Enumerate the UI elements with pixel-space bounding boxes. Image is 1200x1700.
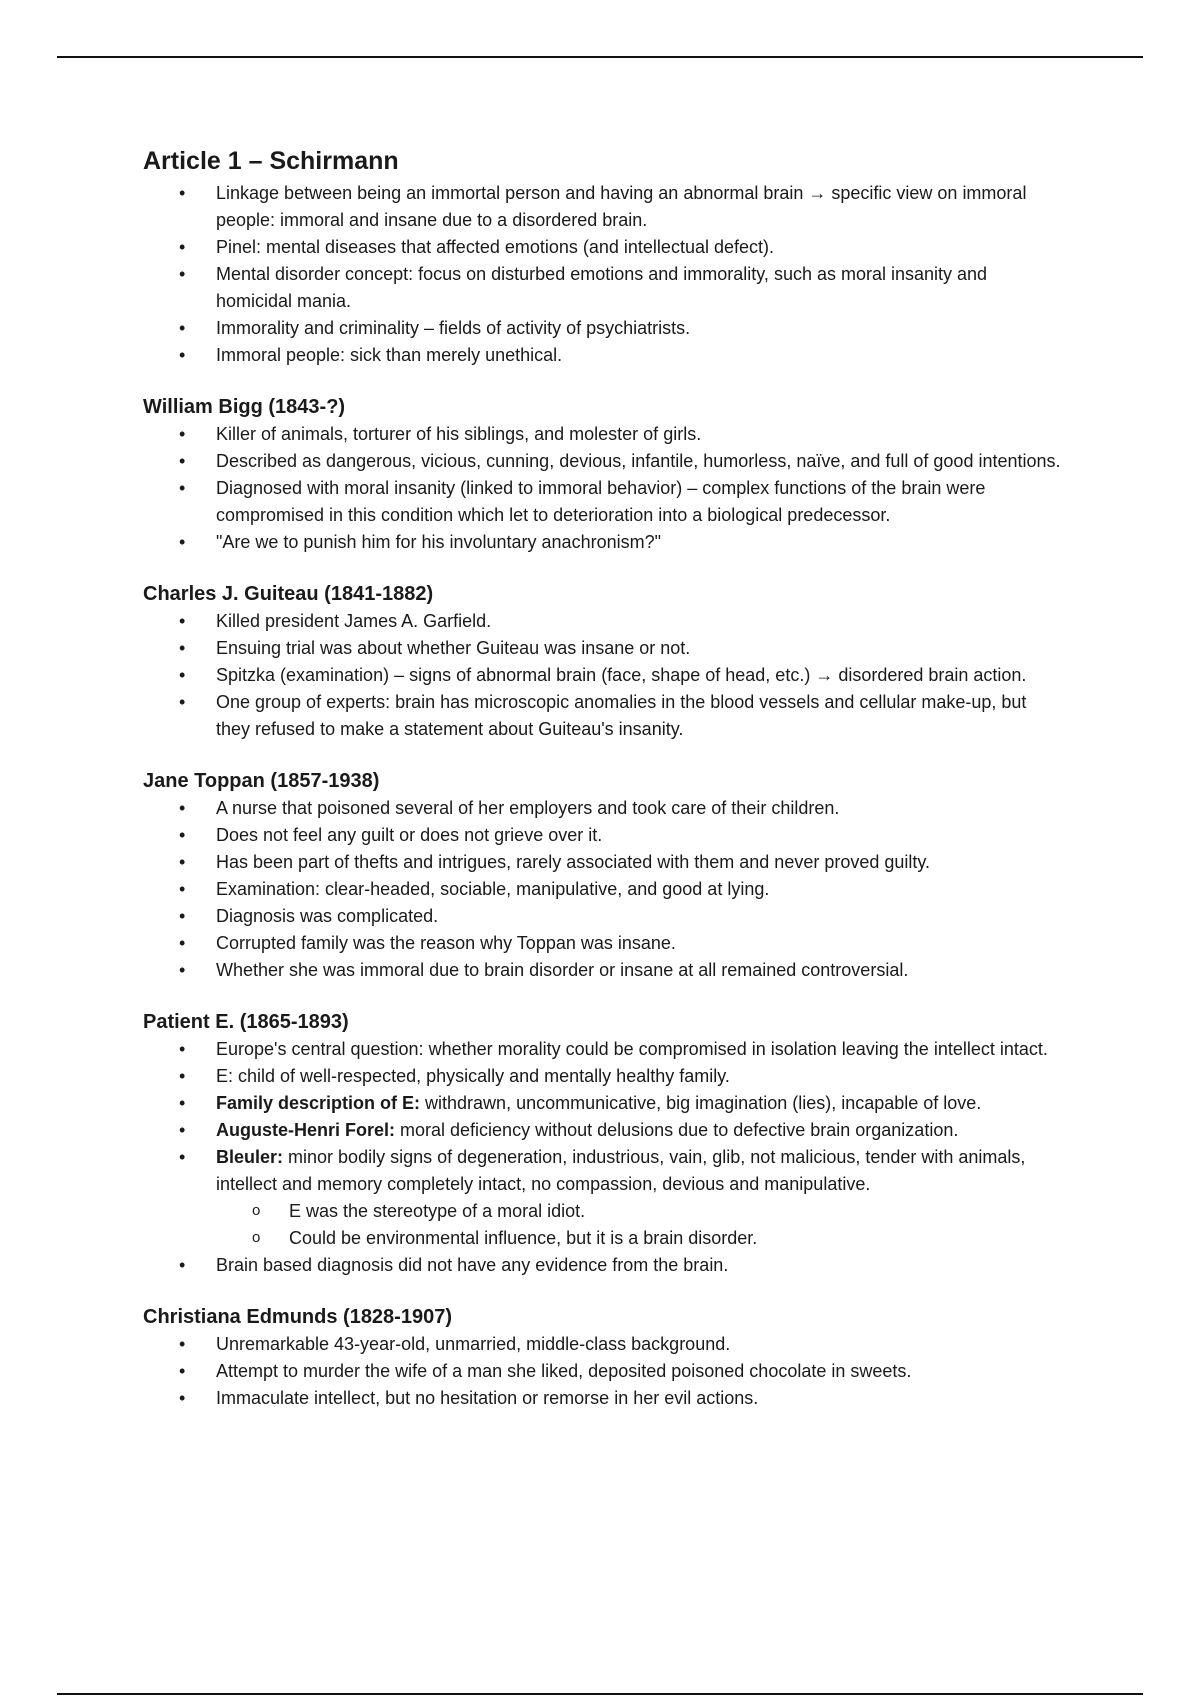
section-heading: Jane Toppan (1857-1938) (143, 770, 380, 792)
sub-list-item: o E was the stereotype of a moral idiot. (216, 1198, 1063, 1225)
list-item: • Corrupted family was the reason why Toppan was insane. (143, 930, 1063, 957)
footer-rule (57, 1693, 1143, 1695)
list-item: • Whether she was immoral due to brain disorder or insane at all remained controversial. (143, 957, 1063, 984)
bullet-list (143, 1331, 1063, 1412)
list-item (143, 1144, 1063, 1252)
sub-bullet-list (216, 1198, 1063, 1252)
list-item-text: minor bodily signs of degeneration, industrious, vain, glib, not malicious, tender with animals, intellect and memory completely intact, no compassion, devious and manipulative. (216, 1147, 1026, 1194)
list-item: • Described as dangerous, vicious, cunning, devious, infantile, humorless, naïve, and full of good intentions. (143, 448, 1063, 475)
list-item: • Killer of animals, torturer of his siblings, and molester of girls. (143, 421, 1063, 448)
list-item: • Attempt to murder the wife of a man she liked, deposited poisoned chocolate in sweets. (143, 1358, 1063, 1385)
bold-lead: Auguste-Henri Forel: (216, 1120, 396, 1140)
list-item: • "Are we to punish him for his involuntary anachronism?" (143, 529, 1063, 556)
article-title: Article 1 – Schirmann (143, 147, 399, 175)
list-item: • Pinel: mental diseases that affected emotions (and intellectual defect). (143, 234, 1063, 261)
sub-list-item: o Could be environmental influence, but it is a brain disorder. (216, 1225, 1063, 1252)
section-william-bigg (143, 393, 1063, 556)
header-rule (57, 56, 1143, 58)
section-heading: Christiana Edmunds (1828-1907) (143, 1306, 452, 1328)
section-christiana-edmunds (143, 1303, 1063, 1412)
list-item: • Examination: clear-headed, sociable, manipulative, and good at lying. (143, 876, 1063, 903)
list-item (143, 1090, 1063, 1117)
section-heading: Patient E. (1865-1893) (143, 1011, 349, 1033)
list-item: • Europe's central question: whether morality could be compromised in isolation leaving the intellect intact. (143, 1036, 1063, 1063)
section-patient-e (143, 1008, 1063, 1279)
section-jane-toppan (143, 767, 1063, 984)
list-item: • E: child of well-respected, physically and mentally healthy family. (143, 1063, 1063, 1090)
list-item: • Immaculate intellect, but no hesitation or remorse in her evil actions. (143, 1385, 1063, 1412)
list-item (143, 1117, 1063, 1144)
document-body (143, 144, 1063, 1436)
section-heading: William Bigg (1843-?) (143, 396, 346, 418)
list-item: • Diagnosis was complicated. (143, 903, 1063, 930)
bold-lead: Bleuler: (216, 1147, 284, 1167)
bullet-list (143, 1036, 1063, 1279)
list-item: • Mental disorder concept: focus on disturbed emotions and immorality, such as moral insanity and homicidal mania. (143, 261, 1063, 315)
bullet-list (143, 608, 1063, 743)
list-item: • A nurse that poisoned several of her employers and took care of their children. (143, 795, 1063, 822)
section-schirmann (143, 144, 1063, 369)
list-item: • One group of experts: brain has microscopic anomalies in the blood vessels and cellular make-up, but they refused to make a statement about Guiteau's insanity. (143, 689, 1063, 743)
list-item: • Diagnosed with moral insanity (linked to immoral behavior) – complex functions of the brain were compromised in this condition which let to deterioration into a biological predecessor. (143, 475, 1063, 529)
list-item: • Has been part of thefts and intrigues, rarely associated with them and never proved guilty. (143, 849, 1063, 876)
list-item: • Killed president James A. Garfield. (143, 608, 1063, 635)
bullet-list (143, 421, 1063, 556)
list-item: • Does not feel any guilt or does not grieve over it. (143, 822, 1063, 849)
bold-lead: Family description of E: (216, 1093, 421, 1113)
list-item-text: moral deficiency without delusions due to defective brain organization. (395, 1120, 959, 1140)
list-item: • Brain based diagnosis did not have any evidence from the brain. (143, 1252, 1063, 1279)
list-item: • Ensuing trial was about whether Guiteau was insane or not. (143, 635, 1063, 662)
list-item: • Linkage between being an immortal person and having an abnormal brain → specific view on immoral people: immoral and insane due to a disordered brain. (143, 180, 1063, 234)
list-item: • Immoral people: sick than merely unethical. (143, 342, 1063, 369)
bullet-list (143, 795, 1063, 984)
section-heading: Charles J. Guiteau (1841-1882) (143, 583, 434, 605)
list-item: • Spitzka (examination) – signs of abnormal brain (face, shape of head, etc.) → disordered brain action. (143, 662, 1063, 689)
list-item: • Immorality and criminality – fields of activity of psychiatrists. (143, 315, 1063, 342)
section-charles-guiteau (143, 580, 1063, 743)
bullet-list (143, 180, 1063, 369)
list-item: • Unremarkable 43-year-old, unmarried, middle-class background. (143, 1331, 1063, 1358)
list-item-text: withdrawn, uncommunicative, big imagination (lies), incapable of love. (420, 1093, 982, 1113)
